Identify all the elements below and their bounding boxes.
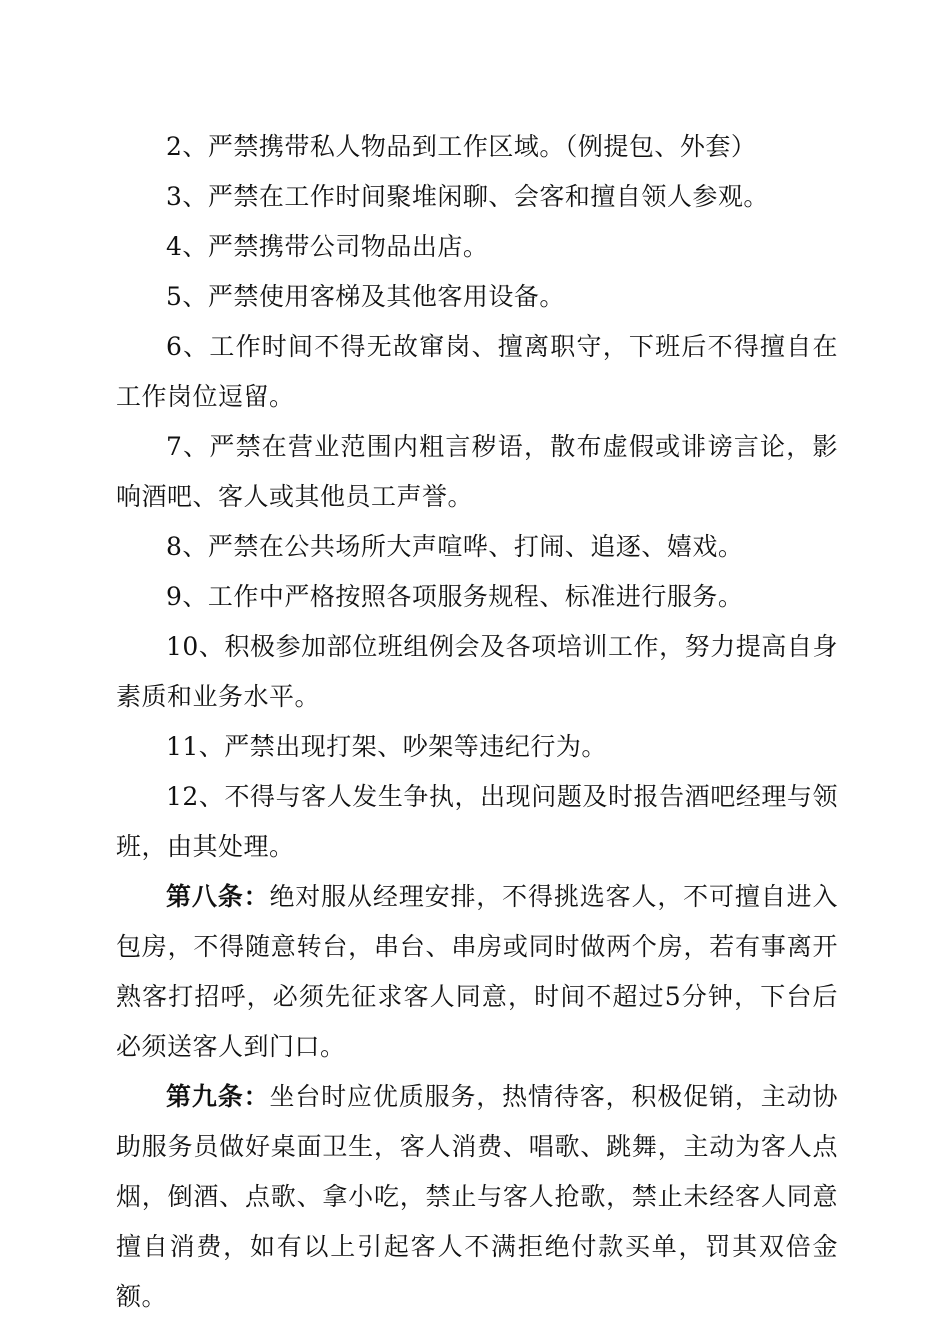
rule-item: 2、严禁携带私人物品到工作区域。（例提包、外套） <box>166 132 757 161</box>
rule-item: 12、不得与客人发生争执，出现问题及时报告酒吧经理与领班，由其处理。 <box>116 782 838 861</box>
document-page <box>116 122 838 1322</box>
article-8-paragraph <box>116 872 838 1072</box>
article-8-label: 第八条： <box>166 882 270 911</box>
article-9-text: 坐台时应优质服务，热情待客，积极促销，主动协助服务员做好桌面卫生，客人消费、唱歌、跳舞，主动为客人点烟，倒酒、点歌、拿小吃，禁止与客人抢歌，禁止未经客人同意擅自消费，如有以上引起客人不满拒绝付款买单，罚其双倍金额。 <box>116 1082 838 1311</box>
rule-item: 5、严禁使用客梯及其他客用设备。 <box>166 282 565 311</box>
rule-item: 6、工作时间不得无故窜岗、擅离职守，下班后不得擅自在工作岗位逗留。 <box>116 332 838 411</box>
rule-item: 7、严禁在营业范围内粗言秽语，散布虚假或诽谤言论，影响酒吧、客人或其他员工声誉。 <box>116 432 838 511</box>
rule-item: 9、工作中严格按照各项服务规程、标准进行服务。 <box>166 582 744 611</box>
article-9-label: 第九条： <box>166 1082 270 1111</box>
rule-item: 8、严禁在公共场所大声喧哗、打闹、追逐、嬉戏。 <box>166 532 744 561</box>
article-8-text: 绝对服从经理安排，不得挑选客人，不可擅自进入包房，不得随意转台，串台、串房或同时做两个房，若有事离开熟客打招呼，必须先征求客人同意，时间不超过5分钟，下台后必须送客人到门口。 <box>116 882 838 1061</box>
rule-item: 10、积极参加部位班组例会及各项培训工作，努力提高自身素质和业务水平。 <box>116 632 838 711</box>
rule-item: 3、严禁在工作时间聚堆闲聊、会客和擅自领人参观。 <box>166 182 769 211</box>
article-9-paragraph <box>116 1072 838 1322</box>
rule-item: 11、严禁出现打架、吵架等违纪行为。 <box>166 732 607 761</box>
rule-item: 4、严禁携带公司物品出店。 <box>166 232 489 261</box>
